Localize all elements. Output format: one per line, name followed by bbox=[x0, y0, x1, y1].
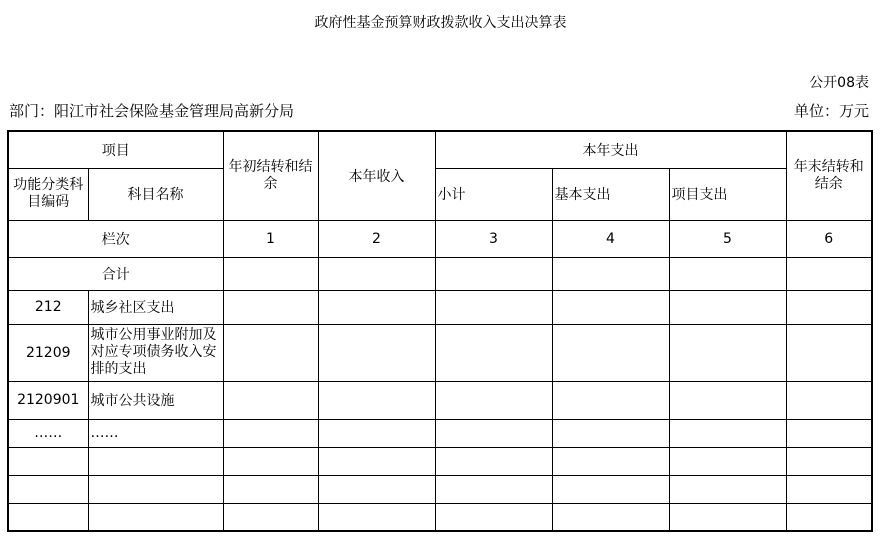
column-number: 5 bbox=[669, 220, 786, 257]
column-number: 3 bbox=[435, 220, 552, 257]
header-func-code: 功能分类科目编码 bbox=[8, 168, 88, 220]
table-row bbox=[8, 290, 872, 324]
row-name: 城市公共设施 bbox=[88, 381, 223, 419]
row-code: 212 bbox=[8, 290, 88, 324]
row-name: …… bbox=[88, 419, 223, 447]
empty-row bbox=[8, 447, 872, 475]
table-row bbox=[8, 381, 872, 419]
table-row bbox=[8, 324, 872, 381]
header-project-expense: 项目支出 bbox=[669, 168, 786, 220]
empty-row bbox=[8, 475, 872, 503]
header-row-2 bbox=[8, 168, 872, 220]
row-code: 21209 bbox=[8, 324, 88, 381]
column-number-row bbox=[8, 220, 872, 257]
header-income: 本年收入 bbox=[318, 131, 435, 220]
total-label: 合计 bbox=[8, 257, 223, 290]
table-row bbox=[8, 419, 872, 447]
empty-row bbox=[8, 503, 872, 531]
header-subtotal: 小计 bbox=[435, 168, 552, 220]
column-number: 1 bbox=[223, 220, 318, 257]
unit-label: 单位：万元 bbox=[793, 102, 869, 120]
department-label: 部门：阳江市社会保险基金管理局高新分局 bbox=[9, 102, 295, 120]
row-code: …… bbox=[8, 419, 88, 447]
form-number: 公开08表 bbox=[809, 75, 869, 91]
row-code: 2120901 bbox=[8, 381, 88, 419]
column-number: 6 bbox=[786, 220, 872, 257]
row-name: 城乡社区支出 bbox=[88, 290, 223, 324]
column-label: 栏次 bbox=[8, 220, 223, 257]
header-expense: 本年支出 bbox=[435, 131, 786, 168]
header-begin-balance: 年初结转和结余 bbox=[223, 131, 318, 220]
row-name: 城市公用事业附加及对应专项债务收入安排的支出 bbox=[88, 324, 223, 381]
page-title: 政府性基金预算财政拨款收入支出决算表 bbox=[314, 15, 567, 31]
header-subject-name: 科目名称 bbox=[88, 168, 223, 220]
budget-table bbox=[7, 130, 873, 532]
column-number: 2 bbox=[318, 220, 435, 257]
total-row bbox=[8, 257, 872, 290]
header-basic-expense: 基本支出 bbox=[552, 168, 669, 220]
column-number: 4 bbox=[552, 220, 669, 257]
header-end-balance: 年末结转和结余 bbox=[786, 131, 872, 220]
header-project: 项目 bbox=[8, 131, 223, 168]
header-row-1 bbox=[8, 131, 872, 168]
